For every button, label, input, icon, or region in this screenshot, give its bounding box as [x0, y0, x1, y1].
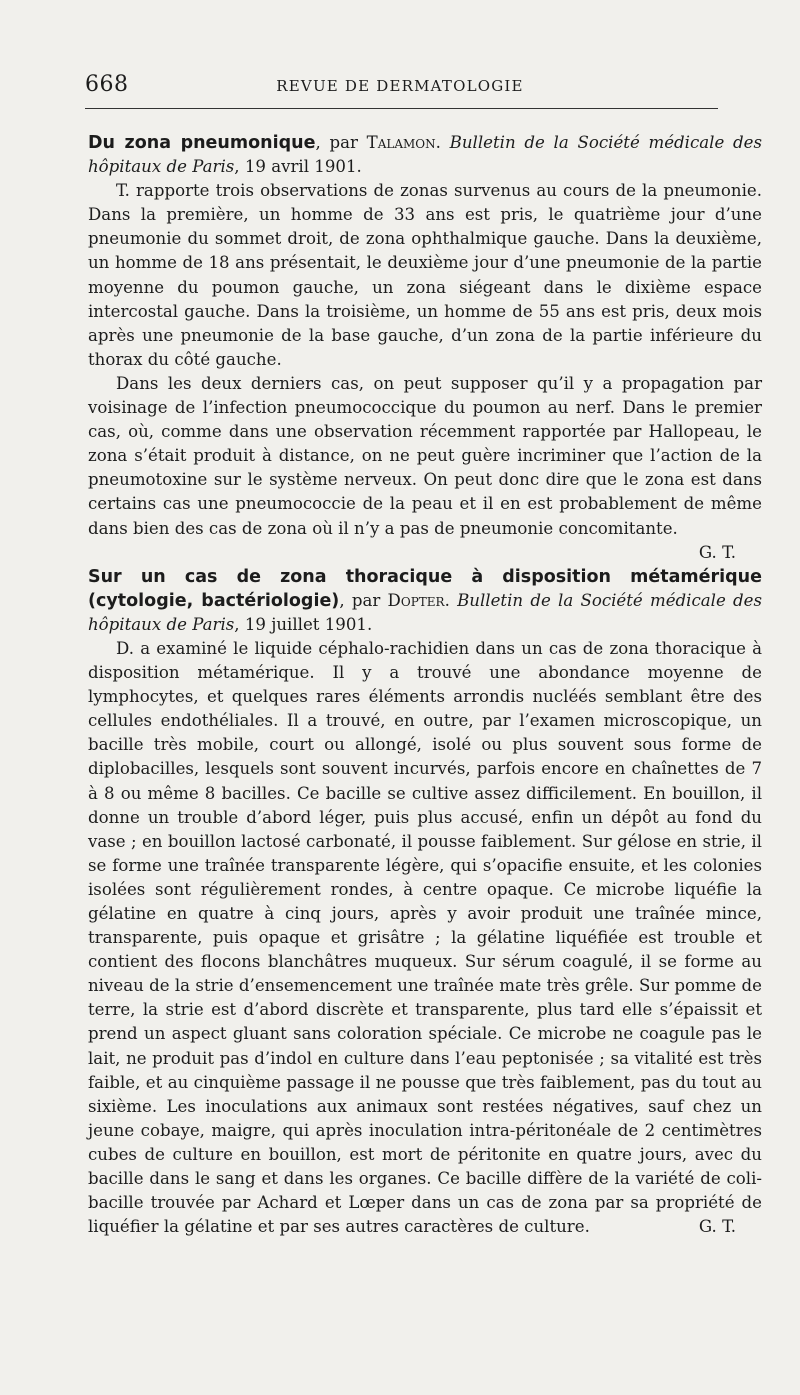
article-2-citation-sep: .: [444, 590, 458, 610]
article-2-title: Sur un cas de zona thoracique à disposition métamérique (cytologie, bactériologie): [88, 566, 762, 611]
page-header: [85, 72, 715, 100]
article-1-citation-sep: .: [435, 133, 450, 152]
article-1-journal: Bulletin de la Société médicale des hôpitaux de Paris: [88, 133, 762, 177]
article-1-date: , 19 avril 1901.: [234, 157, 362, 177]
article-1-author: Talamon: [366, 133, 436, 152]
article-1-paragraph-2: [88, 372, 762, 565]
article-2-paragraph-1-text: D. a examiné le liquide céphalo-rachidien dans un cas de zona thoracique à disposition métamérique. Il y a trouvé une abondance moyenne de lymphocytes, et quelques rares éléments arrondis nucléés semblant être des cellules endothéliales. Il a trouvé, en outre, par l’examen microscopique, un bacille très mobile, court ou allongé, isolé ou plus souvent sous forme de diplobacilles, lesquels sont souvent incurvés, parfois encore en chaînettes de 7 à 8 ou même 8 bacilles. Ce bacille se cultive assez difficilement. En bouillon, il donne un trouble d’abord léger, puis plus accusé, enfin un dépôt au fond du vase ; en bouillon lactosé carbonaté, il pousse faiblement. Sur gélose en strie, il se forme une traînée transparente légère, qui s’opacifie ensuite, et les colonies isolées sont régulièrement rondes, à centre opaque. Ce microbe liquéfie la gélatine en quatre à cinq jours, après y avoir produit une traînée mince, transparente, puis opaque et grisâtre ; la gélatine liquéfiée est trouble et contient des flocons blanchâtres muqueux. Sur sérum coagulé, il se forme au niveau de la strie d’ensemencement une traînée mate très grêle. Sur pomme de terre, la strie est d’abord discrète et transparente, plus tard elle s’épaissit et prend un aspect gluant sans coloration spéciale. Ce microbe ne coagule pas le lait, ne produit pas d’indol en culture dans l’eau peptonisée ; sa vitalité est très faible, et au cinquième passage il ne pousse que très faiblement, pas du tout au sixième. Les inoculations aux animaux sont restées négatives, sauf chez un jeune cobaye, maigre, qui après inoculation intra-péritonéale de 2 centimètres cubes de culture en bouillon, est mort de péritonite en quatre jours, avec du bacille dans le sang et dans les organes. Ce bacille diffère de la variété de coli-bacille trouvée par Achard et Lœper dans un cas de zona par sa propriété de liquéfier la gélatine et par ses autres caractères de culture.: [88, 638, 762, 1237]
page-number: 668: [85, 72, 129, 97]
article-2-author: Dopter: [387, 590, 445, 610]
article-2-paragraph-1: [88, 637, 762, 1239]
article-1-signature: G. T.: [698, 542, 736, 562]
article-1-heading: [88, 131, 762, 179]
article-1-paragraph-1: T. rapporte trois observations de zonas survenus au cours de la pneumonie. Dans la première, un homme de 33 ans est pris, le quatrième jour d’une pneumonie du sommet droit, de zona ophthalmique gauche. Dans la deuxième, un homme de 18 ans présentait, le deuxième jour d’une pneumonie de la partie moyenne du poumon gauche, un zona siégeant dans le dixième espace intercostal gauche. Dans la troisième, un homme de 55 ans est pris, deux mois après une pneumonie de la base gauche, d’un zona de la partie inférieure du thorax du côté gauche.: [88, 181, 762, 369]
article-2-author-prefix: , par: [339, 590, 388, 610]
article-body: [88, 131, 762, 1239]
article-2-date: , 19 juillet 1901.: [234, 614, 373, 634]
article-1-title: Du zona pneumonique: [88, 133, 316, 153]
article-2-journal: Bulletin de la Société médicale des hôpitaux de Paris: [88, 590, 762, 634]
header-rule: [85, 108, 718, 109]
article-1-paragraph-2-text: Dans les deux derniers cas, on peut supposer qu’il y a propagation par voisinage de l’infection pneumococcique du poumon au nerf. Dans le premier cas, où, comme dans une observation récemment rapportée par Hallopeau, le zona s’était produit à distance, on ne peut guère incriminer que l’action de la pneumotoxine sur le système nerveux. On peut donc dire que le zona est dans certains cas une pneumococcie de la peau et il en est probablement de même dans bien des cas de zona où il n’y a pas de pneumonie concomitante.: [88, 373, 762, 538]
article-2-signature: G. T.: [698, 1217, 736, 1237]
article-1-author-prefix: , par: [315, 133, 367, 152]
article-2-heading: [88, 565, 762, 637]
running-title: REVUE DE DERMATOLOGIE: [276, 77, 524, 95]
